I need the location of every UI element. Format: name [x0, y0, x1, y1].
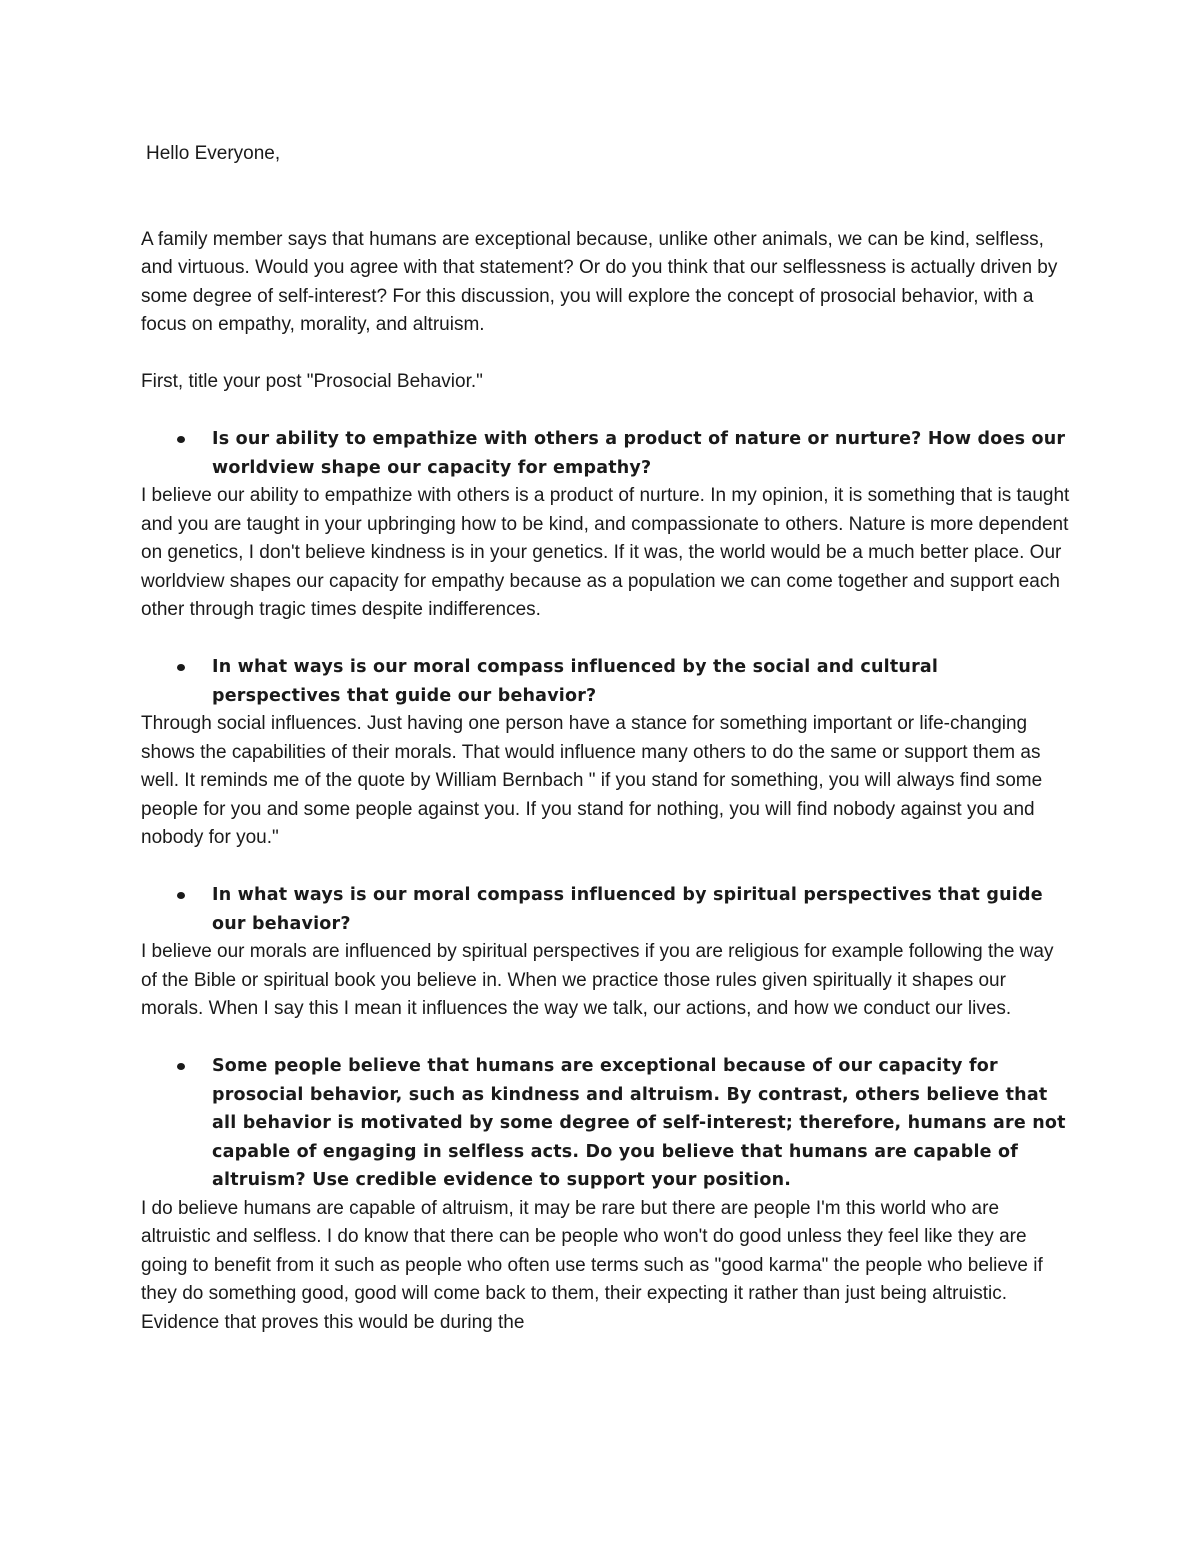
section-altruism — [141, 1052, 1071, 1337]
bullet-icon — [141, 425, 212, 482]
question-item — [141, 881, 1071, 938]
bullet-icon — [141, 1052, 212, 1195]
question-item — [141, 653, 1071, 710]
question-item — [141, 425, 1071, 482]
bullet-icon — [141, 653, 212, 710]
intro-paragraph: A family member says that humans are exceptional because, unlike other animals, we can be kind, selfless, and virtuous. Would you agree with that statement? Or do you think that our selflessness is actually driven by some degree of self-interest? For this discussion, you will explore the concept of prosocial behavior, with a focus on empathy, morality, and altruism. — [141, 228, 1058, 335]
answer-text: I believe our ability to empathize with others is a product of nurture. In my opinion, it is something that is taught and you are taught in your upbringing how to be kind, and compassionate to others. Nature is more dependent on genetics, I don't believe kindness is in your genetics. If it was, the world would be a much better place. Our worldview shapes our capacity for empathy because as a population we can come together and support each other through tragic times despite indifferences. — [141, 485, 1070, 620]
section-empathy — [141, 425, 1071, 625]
greeting: Hello Everyone, — [146, 143, 281, 164]
section-social-cultural — [141, 653, 1071, 853]
question-text: In what ways is our moral compass influenced by the social and cultural perspectives that guide our behavior? — [212, 657, 939, 706]
question-text: In what ways is our moral compass influenced by spiritual perspectives that guide our behavior? — [212, 885, 1043, 934]
question-text: Some people believe that humans are exceptional because of our capacity for prosocial behavior, such as kindness and altruism. By contrast, others believe that all behavior is motivated by some degree of self-interest; therefore, humans are not capable of engaging in selfless acts. Do you believe that humans are capable of altruism? Use credible evidence to support your position. — [212, 1056, 1066, 1190]
answer-text: Through social influences. Just having one person have a stance for something important or life-changing shows the capabilities of their morals. That would influence many others to do the same or support them as well. It reminds me of the quote by William Bernbach " if you stand for something, you will always find some people for you and some people against you. If you stand for nothing, you will find nobody against you and nobody for you." — [141, 713, 1043, 848]
answer-text: I believe our morals are influenced by spiritual perspectives if you are religious for example following the way of the Bible or spiritual book you believe in. When we practice those rules given spiritually it shapes our morals. When I say this I mean it influences the way we talk, our actions, and how we conduct our lives. — [141, 941, 1054, 1019]
answer-text: I do believe humans are capable of altruism, it may be rare but there are people I'm this world who are altruistic and selfless. I do know that there can be people who won't do good unless they feel like they are going to benefit from it such as people who often use terms such as "good karma" the people who believe if they do something good, good will come back to them, their expecting it rather than just being altruistic. Evidence that proves this would be during the — [141, 1197, 1043, 1333]
document-page — [141, 140, 1071, 1366]
section-spiritual — [141, 881, 1071, 1024]
question-item — [141, 1052, 1071, 1195]
bullet-icon — [141, 881, 212, 938]
question-text: Is our ability to empathize with others a product of nature or nurture? How does our worldview shape our capacity for empathy? — [212, 429, 1066, 478]
instruction-paragraph: First, title your post "Prosocial Behavior." — [141, 371, 483, 392]
